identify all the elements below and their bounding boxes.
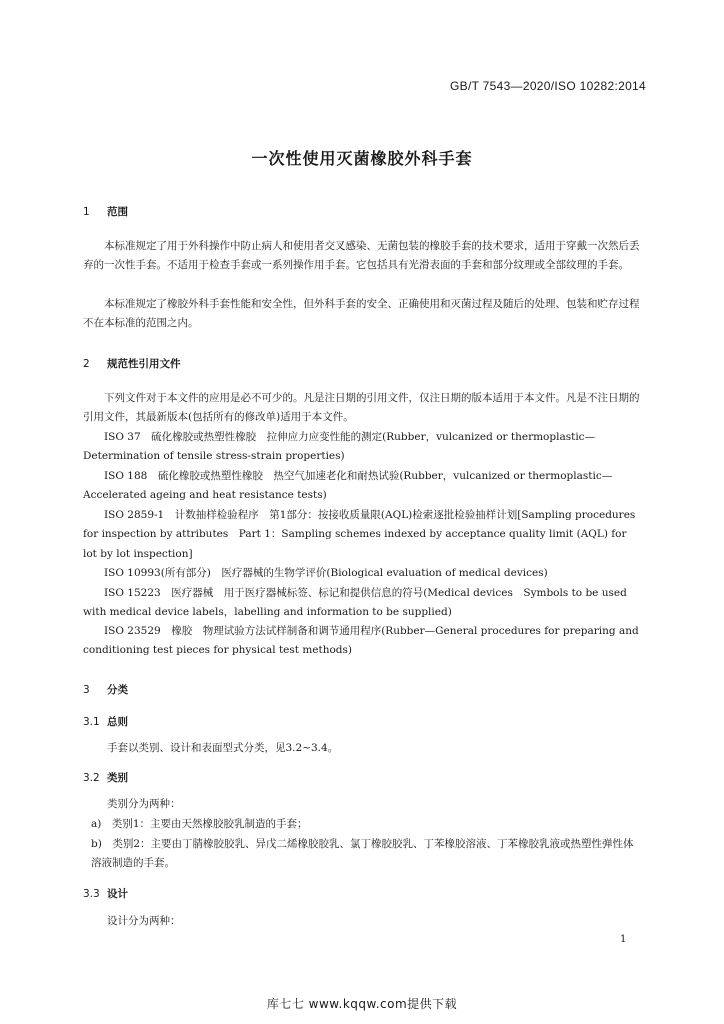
references-intro: 下列文件对于本文件的应用是必不可少的。凡是注日期的引用文件，仅注日期的版本适用于本文件。凡是不注日期的引用文件，其最新版本(包括所有的修改单)适用于本文件。 [83,392,640,424]
reference-item: ISO 10993(所有部分) 医疗器械的生物学评价(Biological evaluation of medical devices) [104,567,548,579]
reference-item: ISO 188 硫化橡胶或热塑性橡胶 热空气加速老化和耐热试验(Rubber，vulcanized or thermoplastic—Accelerated ageing and heat resistance tests) [83,470,613,502]
reference-item: ISO 37 硫化橡胶或热塑性橡胶 拉伸应力应变性能的测定(Rubber，vulcanized or thermoplastic—Determination of tensile stress-strain properties) [83,431,596,463]
category-item-b: b) 类别2：主要由丁腈橡胶胶乳、异戊二烯橡胶胶乳、氯丁橡胶胶乳、丁苯橡胶溶液、丁苯橡胶乳液或热塑性弹性体溶液制造的手套。 [91,838,634,870]
subsection-3-3-heading [83,886,128,901]
section-title: 分类 [107,684,128,696]
section-number: 3 [83,684,90,696]
scope-paragraph-1: 本标准规定了用于外科操作中防止病人和使用者交叉感染、无菌包装的橡胶手套的技术要求，适用于穿戴一次然后丢弃的一次性手套。不适用于检查手套或一系列操作用手套。它包括具有光滑表面的手套和部分纹理或全部纹理的手套。 [83,240,640,272]
section-title: 规范性引用文件 [107,358,181,370]
design-intro: 设计分为两种： [107,915,181,927]
download-footer: 库七七 www.kqqw.com提供下载 [266,997,458,1011]
subsection-3-2-heading [83,770,128,785]
standard-code: GB/T 7543—2020/ISO 10282:2014 [450,79,646,93]
section-number: 2 [83,358,90,370]
section-3-heading [83,682,128,697]
document-title: 一次性使用灭菌橡胶外科手套 [251,149,473,168]
subsection-number: 3.1 [83,716,100,728]
reference-item: ISO 2859-1 计数抽样检验程序 第1部分：按接收质量限(AQL)检索逐批检验抽样计划[Sampling procedures for inspection by attributes Part 1：Sampling schemes indexed by acceptance quality limit (AQL) for lot by lot inspection] [83,509,636,560]
subsection-number: 3.3 [83,888,100,900]
subsection-title: 设计 [107,888,128,900]
subsection-3-1-heading [83,714,128,729]
section-number: 1 [83,206,90,218]
section-1-heading [83,204,128,219]
category-intro: 类别分为两种： [107,798,181,810]
reference-item: ISO 15223 医疗器械 用于医疗器械标签、标记和提供信息的符号(Medical devices Symbols to be used with medical device labels，labelling and information to be supplied) [83,587,627,619]
category-item-a: a) 类别1：主要由天然橡胶胶乳制造的手套； [91,818,308,830]
scope-paragraph-2: 本标准规定了橡胶外科手套性能和安全性，但外科手套的安全、正确使用和灭菌过程及随后的处理、包装和贮存过程不在本标准的范围之内。 [83,298,640,330]
subsection-title: 总则 [107,716,128,728]
general-text: 手套以类别、设计和表面型式分类，见3.2~3.4。 [107,742,339,754]
page-number: 1 [620,934,627,945]
subsection-title: 类别 [107,772,128,784]
section-2-heading [83,356,181,371]
section-title: 范围 [107,206,128,218]
subsection-number: 3.2 [83,772,100,784]
reference-item: ISO 23529 橡胶 物理试验方法试样制备和调节通用程序(Rubber—General procedures for preparing and conditioning test pieces for physical test methods) [83,625,639,657]
